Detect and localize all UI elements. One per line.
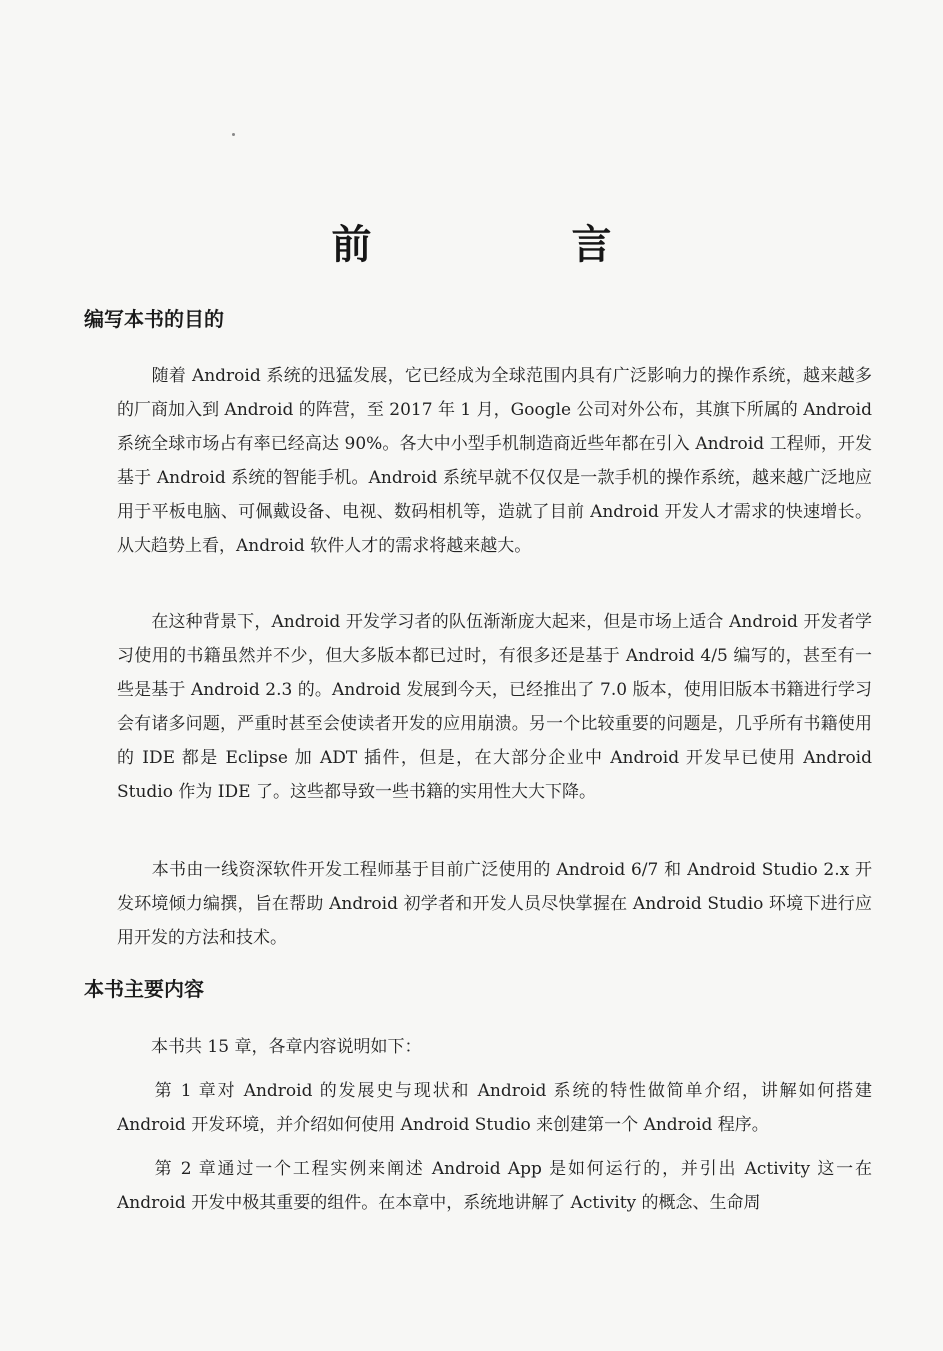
paragraph-purpose-1: 随着 Android 系统的迅猛发展，它已经成为全球范围内具有广泛影响力的操作系统，越来越多的厂商加入到 Android 的阵营，至 2017 年 1 月，Google 公司对外公布，其旗下所属的 Android 系统全球市场占有率已经高达 90%。各大中小型手机制造商近些年都在引入 Android 工程师，开发基于 Android 系统的智能手机。Android 系统早就不仅仅是一款手机的操作系统，越来越广泛地应用于平板电脑、可佩戴设备、电视、数码相机等，造就了目前 Android 开发人才需求的快速增长。从大趋势上看，Android 软件人才的需求将越来越大。: [117, 366, 872, 556]
paragraph-chapter-1: 第 1 章对 Android 的发展史与现状和 Android 系统的特性做简单介绍，讲解如何搭建 Android 开发环境，并介绍如何使用 Android Studio 来创建第一个 Android 程序。: [117, 1081, 872, 1135]
paragraph-purpose-3: 本书由一线资深软件开发工程师基于目前广泛使用的 Android 6/7 和 Android Studio 2.x 开发环境倾力编撰，旨在帮助 Android 初学者和开发人员尽快掌握在 Android Studio 环境下进行应用开发的方法和技术。: [117, 860, 872, 948]
section-heading-contents: 本书主要内容: [84, 977, 204, 1001]
paragraph-contents-intro: 本书共 15 章，各章内容说明如下：: [117, 1037, 422, 1057]
section-heading-purpose: 编写本书的目的: [84, 307, 224, 331]
scan-speck: [232, 133, 235, 136]
paragraph-purpose-2: 在这种背景下，Android 开发学习者的队伍渐渐庞大起来，但是市场上适合 Android 开发者学习使用的书籍虽然并不少，但大多版本都已过时，有很多还是基于 Android 4/5 编写的，甚至有一些是基于 Android 2.3 的。Android 发展到今天，已经推出了 7.0 版本，使用旧版本书籍进行学习会有诸多问题，严重时甚至会使读者开发的应用崩溃。另一个比较重要的问题是，几乎所有书籍使用的 IDE 都是 Eclipse 加 ADT 插件，但是，在大部分企业中 Android 开发早已使用 Android Studio 作为 IDE 了。这些都导致一些书籍的实用性大大下降。: [117, 612, 872, 802]
page-title: 前 言: [331, 221, 692, 268]
paragraph-chapter-2: 第 2 章通过一个工程实例来阐述 Android App 是如何运行的，并引出 Activity 这一在 Android 开发中极其重要的组件。在本章中，系统地讲解了 Activity 的概念、生命周: [117, 1159, 872, 1213]
